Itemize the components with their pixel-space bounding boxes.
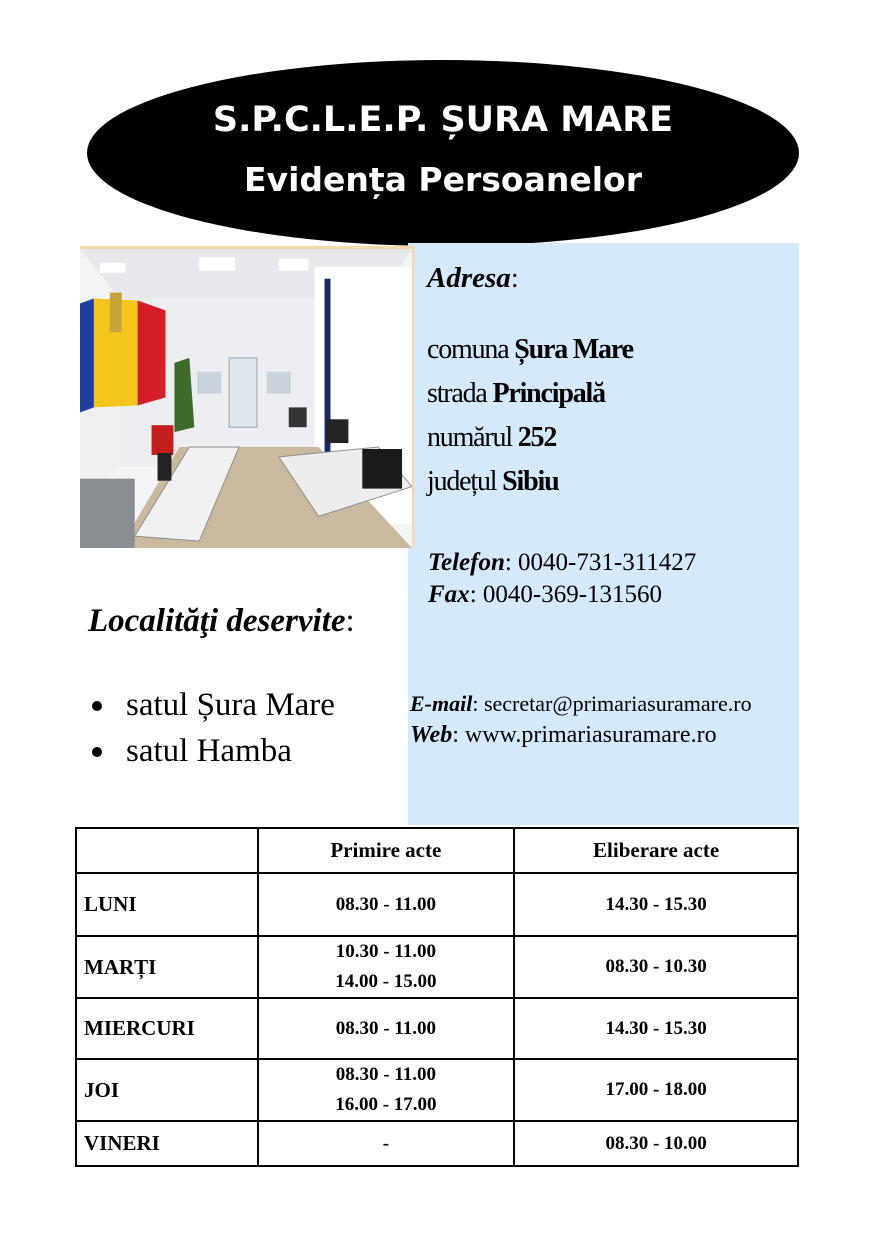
day-cell: VINERI bbox=[76, 1121, 258, 1166]
phone-line: Telefon: 0040-731-311427 bbox=[428, 549, 697, 576]
web-line: Web: www.primariasuramare.ro bbox=[410, 722, 717, 748]
eliberare-cell: 14.30 - 15.30 bbox=[514, 873, 798, 936]
header-cell-primire: Primire acte bbox=[258, 828, 515, 873]
address-heading: Adresa: bbox=[427, 262, 519, 294]
address-line-commune: comuna Șura Mare bbox=[427, 334, 633, 365]
header-cell-day bbox=[76, 828, 258, 873]
fax-line: Fax: 0040-369-131560 bbox=[428, 581, 663, 608]
fax-value: 0040-369-131560 bbox=[482, 581, 663, 608]
day-cell: MIERCURI bbox=[76, 998, 258, 1059]
office-photo-image bbox=[80, 249, 412, 548]
address-line-county: județul Sibiu bbox=[427, 466, 559, 497]
primire-cell: 08.30 - 11.00 bbox=[258, 873, 515, 936]
eliberare-cell: 08.30 - 10.30 bbox=[514, 936, 798, 998]
table-row bbox=[76, 873, 798, 936]
list-item: satul Șura Mare bbox=[88, 687, 335, 724]
table-header-row bbox=[76, 828, 798, 873]
eliberare-cell: 08.30 - 10.00 bbox=[514, 1121, 798, 1166]
day-cell: LUNI bbox=[76, 873, 258, 936]
header-cell-eliberare: Eliberare acte bbox=[514, 828, 798, 873]
table-row bbox=[76, 1059, 798, 1121]
primire-cell: - bbox=[258, 1121, 515, 1166]
header-oval bbox=[87, 60, 799, 246]
phone-value: 0040-731-311427 bbox=[518, 549, 697, 576]
page-title: S.P.C.L.E.P. ȘURA MARE bbox=[212, 100, 674, 140]
page-subtitle: Evidența Persoanelor bbox=[244, 160, 642, 199]
office-photo bbox=[80, 246, 414, 548]
primire-cell: 08.30 - 11.00 bbox=[258, 998, 515, 1059]
primire-cell: 08.30 - 11.00 16.00 - 17.00 bbox=[258, 1059, 515, 1121]
email-line: E-mail: secretar@primariasuramare.ro bbox=[410, 691, 752, 716]
day-cell: MARȚI bbox=[76, 936, 258, 998]
eliberare-cell: 14.30 - 15.30 bbox=[514, 998, 798, 1059]
table-row bbox=[76, 1121, 798, 1166]
localities-heading: Localităţi deservite: bbox=[88, 603, 355, 639]
email-link[interactable]: secretar@primariasuramare.ro bbox=[483, 691, 752, 716]
bullet-icon bbox=[92, 701, 102, 711]
table-row bbox=[76, 998, 798, 1059]
day-cell: JOI bbox=[76, 1059, 258, 1121]
eliberare-cell: 17.00 - 18.00 bbox=[514, 1059, 798, 1121]
table-row bbox=[76, 936, 798, 998]
schedule-table bbox=[75, 827, 799, 1167]
primire-cell: 10.30 - 11.00 14.00 - 15.00 bbox=[258, 936, 515, 998]
web-link[interactable]: www.primariasuramare.ro bbox=[464, 722, 717, 748]
bullet-icon bbox=[92, 747, 102, 757]
address-line-number: numărul 252 bbox=[427, 422, 557, 453]
list-item: satul Hamba bbox=[88, 733, 292, 770]
address-line-street: strada Principală bbox=[427, 378, 605, 409]
